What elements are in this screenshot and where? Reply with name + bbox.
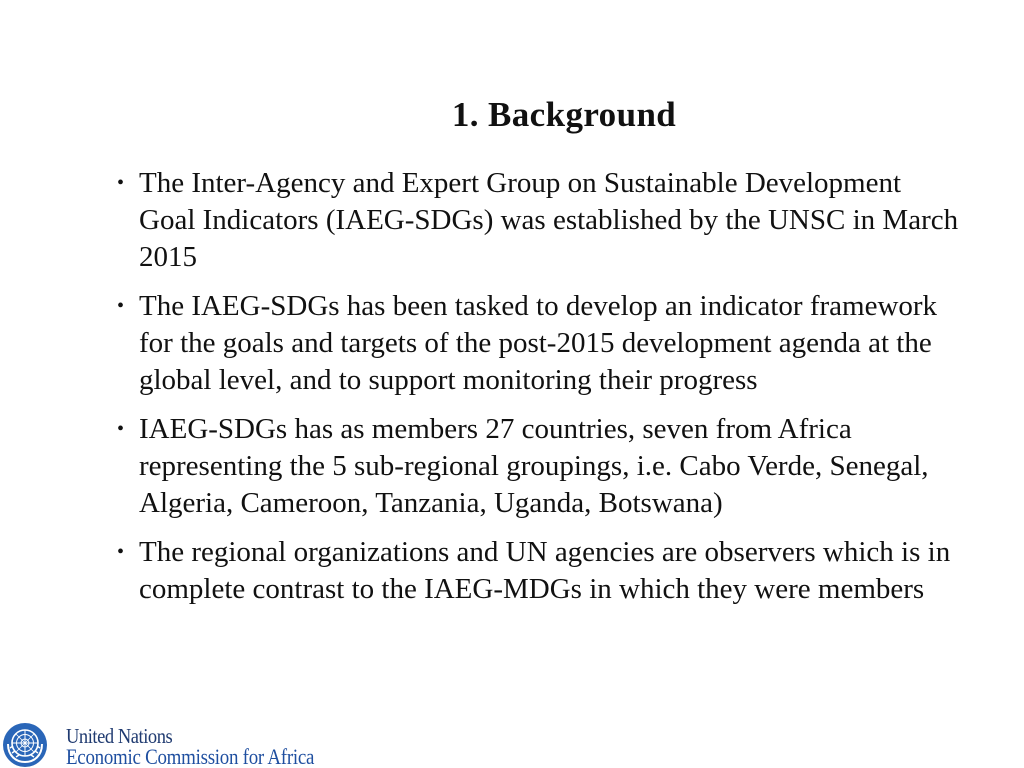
bullet-marker: • [117, 295, 125, 317]
bullet-list [112, 165, 962, 620]
bullet-marker: • [117, 172, 125, 194]
org-name-line1: United Nations [66, 724, 173, 748]
bullet-marker: • [117, 418, 125, 440]
org-name-line2: Economic Commission for Africa [66, 744, 315, 768]
bullet-marker: • [117, 541, 125, 563]
bullet-item [112, 534, 962, 608]
un-emblem-icon [2, 722, 48, 768]
bullet-item [112, 288, 962, 399]
slide-title: 1. Background [451, 95, 677, 134]
bullet-text: The IAEG-SDGs has been tasked to develop an indicator framework for the goals and targets of the post-2015 development agenda at the global level, and to support monitoring their progress [139, 290, 938, 396]
bullet-text: IAEG-SDGs has as members 27 countries, seven from Africa representing the 5 sub-regional groupings, i.e. Cabo Verde, Senegal, Algeria, Cameroon, Tanzania, Uganda, Botswana) [139, 413, 929, 519]
footer-branding [0, 720, 360, 768]
bullet-text: The regional organizations and UN agencies are observers which is in complete contrast to the IAEG-MDGs in which they were members [139, 536, 951, 605]
bullet-item [112, 411, 962, 522]
bullet-text: The Inter-Agency and Expert Group on Sustainable Development Goal Indicators (IAEG-SDGs) was established by the UNSC in March 2015 [139, 167, 959, 273]
bullet-item [112, 165, 962, 276]
